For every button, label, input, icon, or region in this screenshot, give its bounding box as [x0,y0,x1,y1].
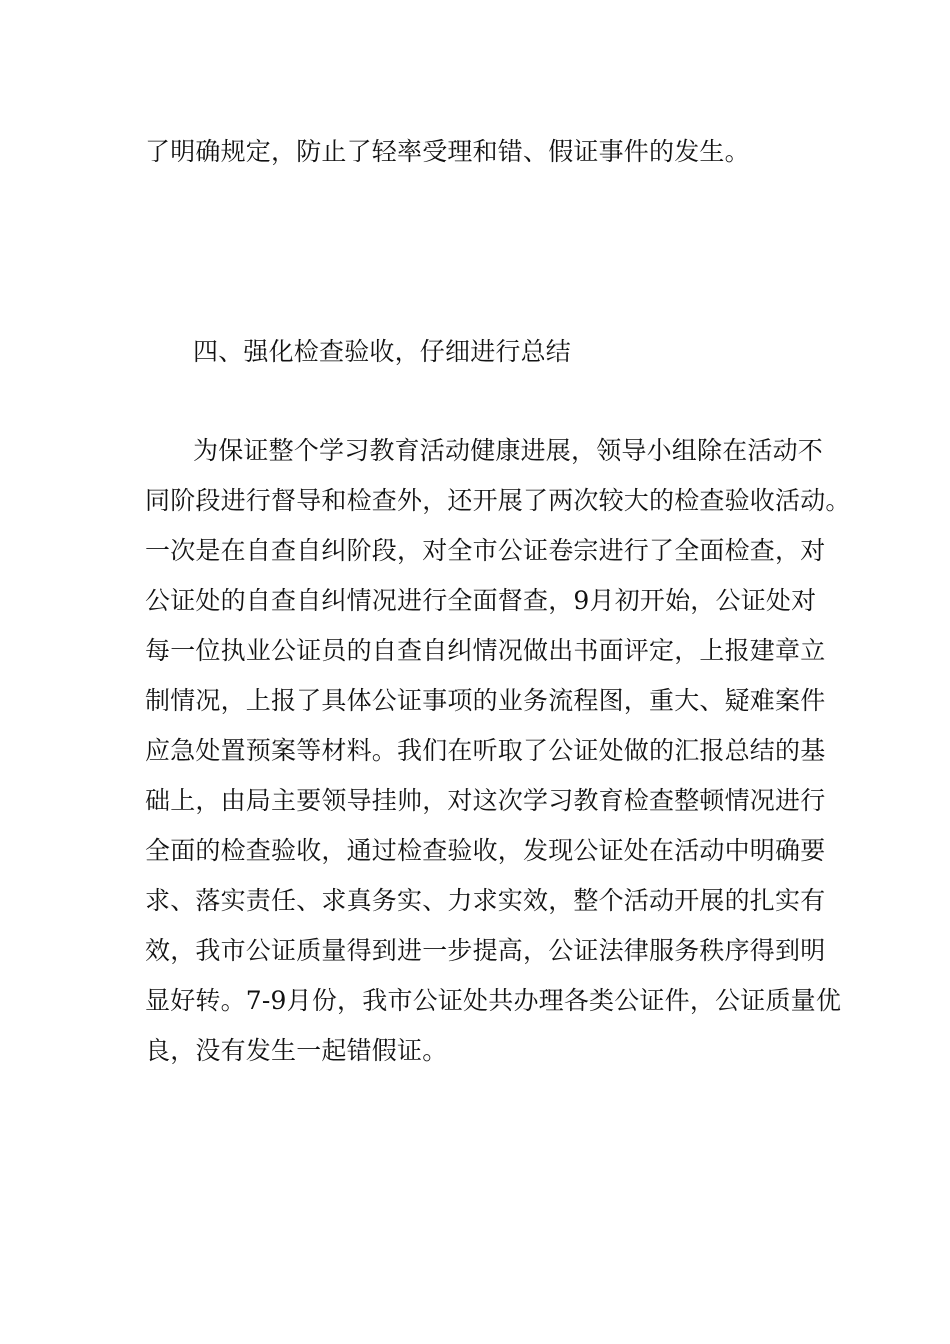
section-heading: 四、强化检查验收，仔细进行总结 [193,337,572,366]
paragraph-line: 显好转。7-9月份，我市公证处共办理各类公证件，公证质量优 [145,986,842,1015]
continuation-line: 了明确规定，防止了轻率受理和错、假证事件的发生。 [145,137,750,166]
paragraph-line: 制情况，上报了具体公证事项的业务流程图，重大、疑难案件 [145,686,826,715]
paragraph-line: 同阶段进行督导和检查外，还开展了两次较大的检查验收活动。 [145,486,851,515]
paragraph-line: 每一位执业公证员的自查自纠情况做出书面评定，上报建章立 [145,636,826,665]
paragraph-line: 全面的检查验收，通过检查验收，发现公证处在活动中明确要 [145,836,826,865]
paragraph-line: 为保证整个学习教育活动健康进展，领导小组除在活动不 [193,436,824,465]
paragraph-line: 公证处的自查自纠情况进行全面督查，9月初开始，公证处对 [145,586,817,615]
paragraph-line: 一次是在自查自纠阶段，对全市公证卷宗进行了全面检查，对 [145,536,826,565]
paragraph-line: 础上，由局主要领导挂帅，对这次学习教育检查整顿情况进行 [145,786,826,815]
paragraph-line: 应急处置预案等材料。我们在听取了公证处做的汇报总结的基 [145,736,826,765]
paragraph-line: 良，没有发生一起错假证。 [145,1036,448,1065]
paragraph-line: 求、落实责任、求真务实、力求实效，整个活动开展的扎实有 [145,886,826,915]
paragraph-line: 效，我市公证质量得到进一步提高，公证法律服务秩序得到明 [145,936,826,965]
